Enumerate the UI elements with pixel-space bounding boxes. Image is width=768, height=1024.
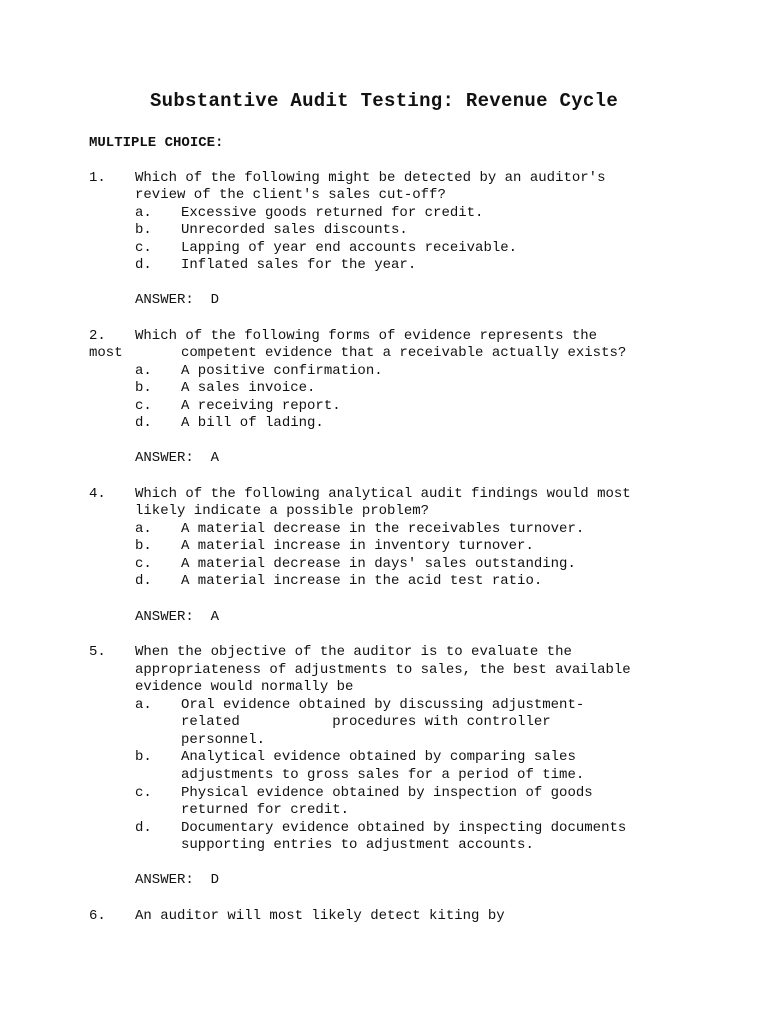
question-number: 4. (89, 486, 106, 502)
question-stem: Which of the following might be detected by an auditor's (135, 170, 606, 186)
option-letter: d. (135, 257, 152, 273)
answer-line: ANSWER: A (135, 450, 220, 466)
option-letter: c. (135, 240, 152, 256)
option-text: Analytical evidence obtained by comparing sales (181, 749, 576, 765)
answer-line: ANSWER: D (135, 292, 220, 308)
option-letter: b. (135, 749, 152, 765)
option-text: A receiving report. (181, 398, 341, 414)
question-stem: most (89, 345, 123, 361)
answer-line: ANSWER: A (135, 609, 220, 625)
option-text: Unrecorded sales discounts. (181, 222, 408, 238)
option-text: A material decrease in days' sales outstanding. (181, 556, 576, 572)
option-letter: d. (135, 820, 152, 836)
question-stem: competent evidence that a receivable actually exists? (181, 345, 627, 361)
section-heading: MULTIPLE CHOICE: (89, 135, 224, 151)
option-text: A material decrease in the receivables turnover. (181, 521, 585, 537)
question-stem: likely indicate a possible problem? (135, 503, 430, 519)
option-text: A sales invoice. (181, 380, 316, 396)
question-stem: appropriateness of adjustments to sales, the best available (135, 662, 631, 678)
option-text: personnel. (181, 732, 266, 748)
question-stem: When the objective of the auditor is to evaluate the (135, 644, 572, 660)
option-letter: c. (135, 785, 152, 801)
option-text: Oral evidence obtained by discussing adjustment- (181, 697, 585, 713)
option-text: related procedures with controller (181, 714, 551, 730)
option-text: A material increase in the acid test ratio. (181, 573, 543, 589)
option-text: supporting entries to adjustment accounts. (181, 837, 534, 853)
option-text: Documentary evidence obtained by inspecting documents (181, 820, 627, 836)
option-text: Inflated sales for the year. (181, 257, 417, 273)
option-text: Excessive goods returned for credit. (181, 205, 484, 221)
question-number: 2. (89, 328, 106, 344)
option-letter: b. (135, 222, 152, 238)
question-stem: review of the client's sales cut-off? (135, 187, 446, 203)
option-text: A bill of lading. (181, 415, 324, 431)
option-letter: a. (135, 205, 152, 221)
page-title: Substantive Audit Testing: Revenue Cycle (149, 90, 619, 112)
question-stem: evidence would normally be (135, 679, 354, 695)
option-text: returned for credit. (181, 802, 350, 818)
option-letter: a. (135, 521, 152, 537)
question-stem: Which of the following analytical audit findings would most (135, 486, 631, 502)
answer-line: ANSWER: D (135, 872, 220, 888)
option-letter: c. (135, 398, 152, 414)
option-letter: a. (135, 363, 152, 379)
option-text: Lapping of year end accounts receivable. (181, 240, 518, 256)
question-number: 6. (89, 908, 106, 924)
option-text: Physical evidence obtained by inspection of goods (181, 785, 593, 801)
question-stem: An auditor will most likely detect kiting by (135, 908, 505, 924)
question-number: 1. (89, 170, 106, 186)
option-letter: a. (135, 697, 152, 713)
option-letter: b. (135, 538, 152, 554)
option-letter: d. (135, 415, 152, 431)
option-text: A material increase in inventory turnover. (181, 538, 534, 554)
option-letter: b. (135, 380, 152, 396)
question-stem: Which of the following forms of evidence represents the (135, 328, 598, 344)
option-letter: c. (135, 556, 152, 572)
option-text: A positive confirmation. (181, 363, 383, 379)
option-letter: d. (135, 573, 152, 589)
option-text: adjustments to gross sales for a period of time. (181, 767, 585, 783)
question-number: 5. (89, 644, 106, 660)
